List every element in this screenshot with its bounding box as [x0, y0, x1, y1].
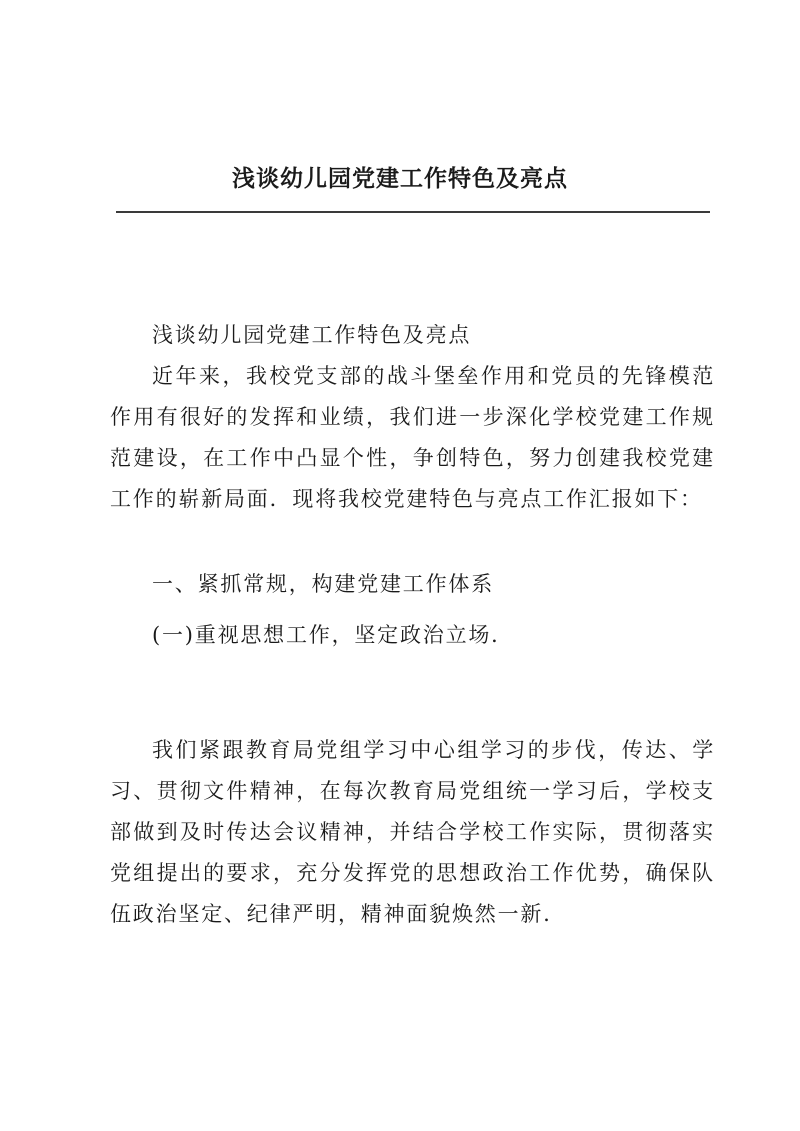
page-title: 浅谈幼儿园党建工作特色及亮点	[232, 165, 568, 192]
section-heading: 一、紧抓常规，构建党建工作体系	[152, 572, 494, 596]
body-paragraph: 我们紧跟教育局党组学习中心组学习的步伐，传达、学习、贯彻文件精神，在每次教育局党组统一学习后，学校支部做到及时传达会议精神，并结合学校工作实际，贯彻落实党组提出的要求，充分发挥党的思想政治工作优势，确保队伍政治坚定、纪律严明，精神面貌焕然一新．	[110, 738, 715, 926]
intro-block	[110, 315, 715, 520]
repeat-title-line: 浅谈幼儿园党建工作特色及亮点	[152, 323, 472, 347]
section-heading-block	[110, 564, 715, 605]
subsection-heading-block	[110, 615, 715, 656]
body-paragraph-block	[110, 730, 715, 935]
intro-paragraph: 近年来，我校党支部的战斗堡垒作用和党员的先锋模范作用有很好的发挥和业绩，我们进一步深化学校党建工作规范建设，在工作中凸显个性，争创特色，努力创建我校党建工作的崭新局面．现将我校党建特色与亮点工作汇报如下：	[110, 364, 715, 511]
title-divider	[116, 211, 710, 213]
subsection-heading: (一)重视思想工作，坚定政治立场．	[152, 623, 514, 647]
